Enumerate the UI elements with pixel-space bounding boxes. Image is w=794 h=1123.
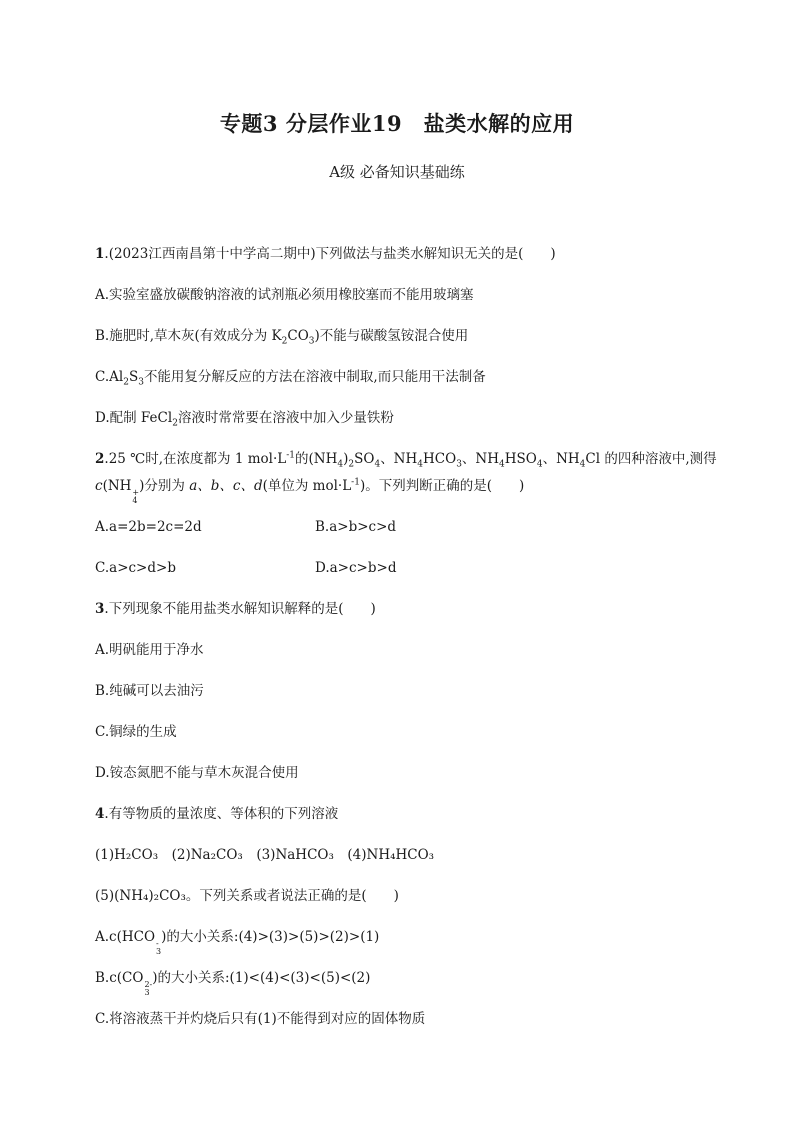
q2-option-d: D.a>c>b>d [315,560,397,576]
q3-number: 3 [95,601,105,617]
q1-number: 1 [95,246,105,262]
q4-solution-list-1: (1)H₂CO₃ (2)Na₂CO₃ (3)NaHCO₃ (4)NH₄HCO₃ [95,847,435,863]
q2-option-b: B.a>b>c>d [315,519,397,535]
q4-stem: 4.有等物质的量浓度、等体积的下列溶液 [95,806,339,822]
q1-option-c: $C.Al_2S_3$不能用复分解反应的方法在溶液中制取,而只能用干法制备 [95,369,486,388]
page-title: 专题3 分层作业19 盐类水解的应用 [219,111,575,136]
q4-option-c: C.将溶液蒸干并灼烧后只有(1)不能得到对应的固体物质 [95,1011,426,1027]
q3-stem: 3.下列现象不能用盐类水解知识解释的是( ) [95,601,376,617]
q1-option-d: D.配制 FeCl$_2$溶液时常常要在溶液中加入少量铁粉 [95,410,394,429]
q3-option-a: A.明矾能用于净水 [95,642,204,658]
q1-option-a: A.实验室盛放碳酸钠溶液的试剂瓶必须用橡胶塞而不能用玻璃塞 [95,287,474,303]
q2-options-row2 [95,559,397,577]
q4-option-a: A.c(HCO - 3 )的大小关系:(4)>(3)>(5)>(2)>(1) [95,929,380,956]
q4-number: 4 [95,806,105,822]
q2-options-row1 [95,518,397,536]
q1-stem: 1.(2023江西南昌第十中学高二期中)下列做法与盐类水解知识无关的是( ) [95,246,556,262]
q3-option-b: B.纯碱可以去油污 [95,683,204,699]
q3-option-c: C.铜绿的生成 [95,724,177,740]
q4-option-b: B.c(CO 2- 3 )的大小关系:(1)<(4)<(3)<(5)<(2) [95,970,371,997]
section-heading: A级 必备知识基础练 [329,163,465,181]
q2-option-c: C.a>c>d>b [95,560,176,576]
q2-stem-line1: 2.25 ℃时,在浓度都为 1 $mol\cdot L^{-1}$的$(NH_4)_2SO_4$、$NH_4HCO_3$、$NH_4HSO_4$、$NH_4Cl$ 的四种溶液中,测得 [95,450,717,470]
q2-stem-line2: c(NH + 4 )分别为 a、b、c、d(单位为 $mol\cdot L^{-1}$)。下列判断正确的是( ) [95,477,525,505]
q3-option-d: D.铵态氮肥不能与草木灰混合使用 [95,765,299,781]
q1-option-b: B.施肥时,草木灰(有效成分为 $K_2CO_3$)不能与碳酸氢铵混合使用 [95,328,469,347]
q2-option-a: A.a=2b=2c=2d [95,519,202,535]
q2-number: 2 [95,451,105,467]
q4-solution-list-2: (5)(NH₄)₂CO₃。下列关系或者说法正确的是( ) [95,888,399,904]
